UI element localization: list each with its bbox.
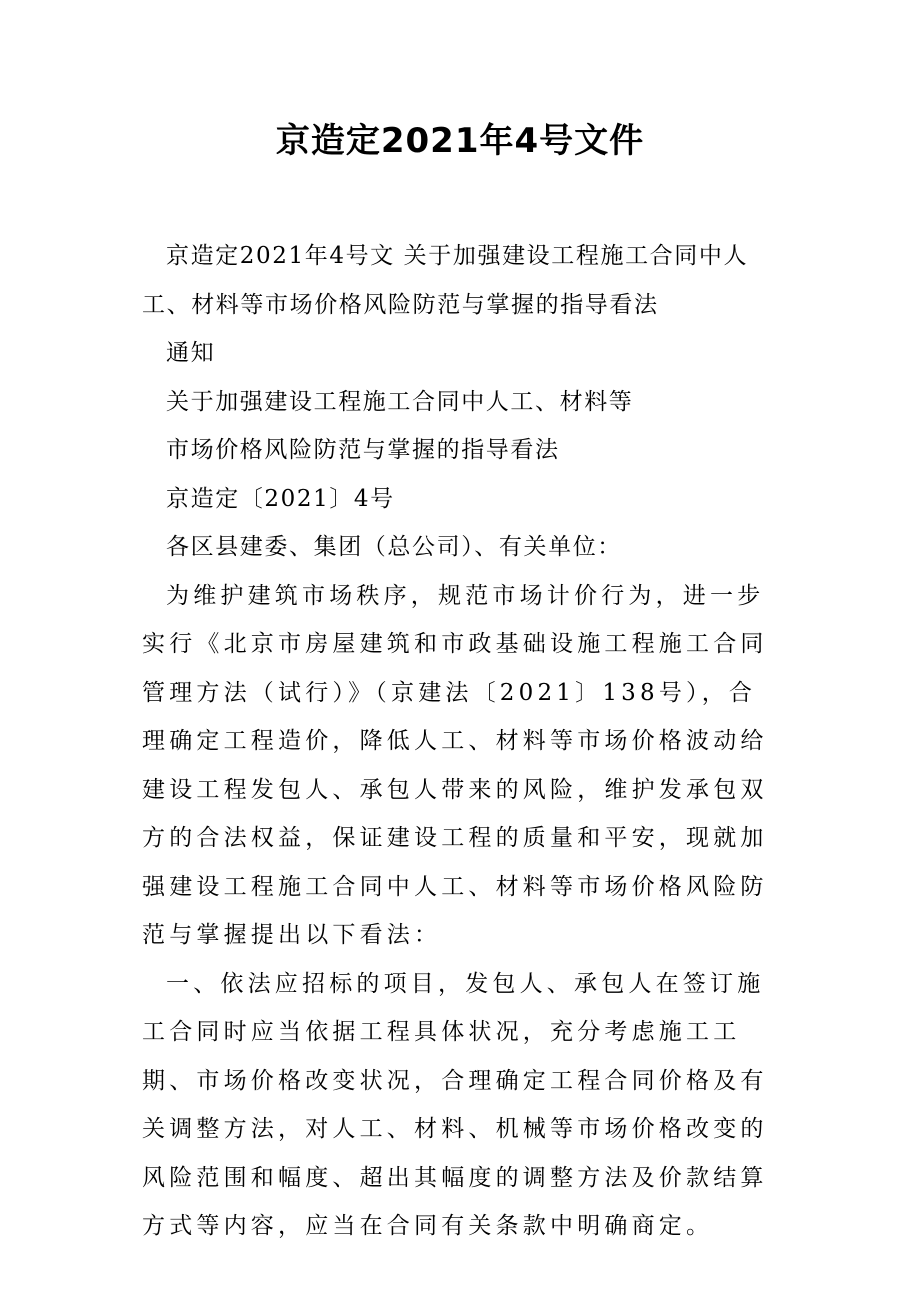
purpose-paragraph: 为维护建筑市场秩序，规范市场计价行为，进一步实行《北京市房屋建筑和市政基础设施工程施工合同管理方法（试行）》（京建法〔2021〕138号），合理确定工程造价，降低人工、材料等市场价格波动给建设工程发包人、承包人带来的风险，维护发承包双方的合法权益，保证建设工程的质量和平安，现就加强建设工程施工合同中人工、材料等市场价格风险防范与掌握提出以下看法：: [142, 582, 768, 948]
document-title: 京造定2021年4号文件: [275, 121, 645, 161]
subject-line-2: 市场价格风险防范与掌握的指导看法: [166, 437, 560, 463]
document-body: [142, 232, 782, 1251]
notice-heading: 通知: [166, 340, 216, 366]
document-number: 京造定〔2021〕4号: [166, 485, 395, 512]
subject-line-1: 关于加强建设工程施工合同中人工、材料等: [166, 388, 634, 415]
addressee-line: 各区县建委、集团（总公司）、有关单位：: [166, 534, 622, 560]
section-one-paragraph: 一、依法应招标的项目，发包人、承包人在签订施工合同时应当依据工程具体状况，充分考虑施工工期、市场价格改变状况，合理确定工程合同价格及有关调整方法，对人工、材料、机械等市场价格改变的风险范围和幅度、超出其幅度的调整方法及价款结算方式等内容，应当在合同有关条款中明确商定。: [142, 970, 768, 1239]
intro-paragraph: 京造定2021年4号文 关于加强建设工程施工合同中人工、材料等市场价格风险防范与掌握的指导看法: [142, 243, 749, 318]
